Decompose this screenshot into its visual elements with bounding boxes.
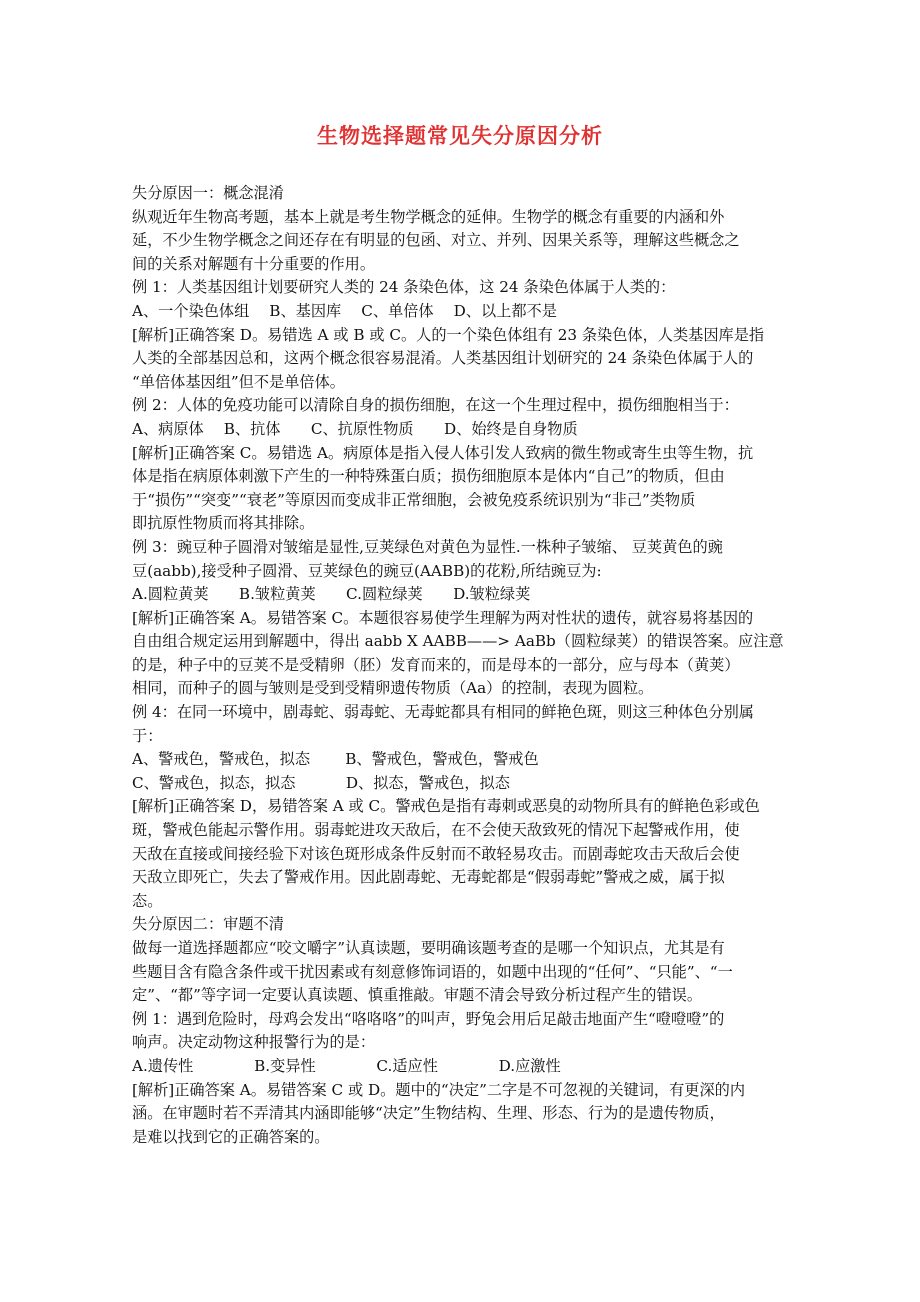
document-body <box>132 182 794 1149</box>
text-line: 斑，警戒色能起示警作用。弱毒蛇进攻天敌后，在不会使天敌致死的情况下起警戒作用，使 <box>132 821 740 840</box>
text-line: A.圆粒黄荚 B.皱粒黄荚 C.圆粒绿荚 D.皱粒绿荚 <box>132 585 531 604</box>
text-line: [解析]正确答案 A。易错答案 C 或 D。题中的“决定”二字是不可忽视的关键词，有更深的内 <box>132 1080 746 1099</box>
text-line: 体是指在病原体刺激下产生的一种特殊蛋白质；损伤细胞原本是体内“自己”的物质，但由 <box>132 467 725 486</box>
text-line: 定”、“都”等字词一定要认真读题、慎重推敲。审题不清会导致分析过程产生的错误。 <box>132 986 703 1005</box>
text-line: A、病原体 B、抗体 C、抗原性物质 D、始终是自身物质 <box>132 419 578 438</box>
text-line: 人类的全部基因总和，这两个概念很容易混淆。人类基因组计划研究的 24 条染色体属于人的 <box>132 349 754 368</box>
text-line: 自由组合规定运用到解题中，得出 aabb X AABB——> AaBb（圆粒绿荚）的错误答案。应注意 <box>132 632 784 651</box>
text-line: [解析]正确答案 D，易错答案 A 或 C。警戒色是指有毒刺或恶臭的动物所具有的鲜艳色彩或色 <box>132 797 760 816</box>
text-line: 态。 <box>132 891 163 910</box>
text-line: 例 1：人类基因组计划要研究人类的 24 条染色体，这 24 条染色体属于人类的： <box>132 278 676 297</box>
document-title: 生物选择题常见失分原因分析 <box>317 124 603 148</box>
text-line: 做每一道选择题都应“咬文嚼字”认真读题，要明确该题考查的是哪一个知识点，尤其是有 <box>132 939 725 957</box>
text-line: 延，不少生物学概念之间还存在有明显的包函、对立、并列、因果关系等，理解这些概念之 <box>132 231 740 250</box>
text-line: [解析]正确答案 D。易错选 A 或 B 或 C。人的一个染色体组有 23 条染色体，人类基因库是指 <box>132 325 765 344</box>
text-line: 于： <box>132 726 163 745</box>
text-line: 例 2：人体的免疫功能可以清除自身的损伤细胞，在这一个生理过程中，损伤细胞相当于： <box>132 396 739 415</box>
text-line: 失分原因一：概念混淆 <box>132 184 284 202</box>
text-line: 例 3：豌豆种子圆滑对皱缩是显性,豆荚绿色对黄色为显性.一株种子皱缩、 豆荚黄色的豌 <box>132 537 723 556</box>
text-line: 是难以找到它的正确答案的。 <box>132 1127 330 1146</box>
text-line: 间的关系对解题有十分重要的作用。 <box>132 254 375 273</box>
text-line: 相同，而种子的圆与皱则是受到受精卵遗传物质（Aa）的控制，表现为圆粒。 <box>132 679 654 698</box>
text-line: 即抗原性物质而将其排除。 <box>132 514 315 533</box>
text-line: 失分原因二：审题不清 <box>132 915 284 934</box>
text-line: 响声。决定动物这种报警行为的是： <box>132 1033 375 1052</box>
text-line: [解析]正确答案 C。易错选 A。病原体是指入侵人体引发人致病的微生物或寄生虫等生物，抗 <box>132 443 754 462</box>
text-line: 的是，种子中的豆荚不是受精卵（胚）发育而来的，而是母本的一部分，应与母本（黄荚） <box>132 655 740 674</box>
text-line: C、警戒色，拟态，拟态 D、拟态，警戒色，拟态 <box>132 773 510 792</box>
text-line: 例 1：遇到危险时，母鸡会发出“咯咯咯”的叫声，野兔会用后足敲击地面产生“噔噔噔”的 <box>132 1009 725 1028</box>
text-line: A.遗传性 B.变异性 C.适应性 D.应激性 <box>132 1056 561 1075</box>
text-line: [解析]正确答案 A。易错答案 C。本题很容易使学生理解为两对性状的遗传，就容易将基因的 <box>132 608 754 627</box>
text-line: 天敌在直接或间接经验下对该色斑形成条件反射而不敢轻易攻击。而剧毒蛇攻击天敌后会使 <box>132 844 740 863</box>
text-line: A、警戒色，警戒色，拟态 B、警戒色，警戒色，警戒色 <box>132 750 539 769</box>
text-line: 于“损伤”“突变”“衰老”等原因而变成非正常细胞，会被免疫系统识别为“非己”类物质 <box>132 490 696 509</box>
text-line: 天敌立即死亡，失去了警戒作用。因此剧毒蛇、无毒蛇都是“假弱毒蛇”警戒之威，属于拟 <box>132 868 725 887</box>
text-line: 涵。在审题时若不弄清其内涵即能够“决定”生物结构、生理、形态、行为的是遗传物质， <box>132 1104 725 1123</box>
text-line: 纵观近年生物高考题，基本上就是考生物学概念的延伸。生物学的概念有重要的内涵和外 <box>132 207 725 226</box>
text-line: “单倍体基因组”但不是单倍体。 <box>132 372 345 391</box>
text-line: 例 4：在同一环境中，剧毒蛇、弱毒蛇、无毒蛇都具有相同的鲜艳色斑，则这三种体色分别属 <box>132 703 754 722</box>
text-line: 些题目含有隐含条件或干扰因素或有刻意修饰词语的，如题中出现的“任何”、“只能”、“一 <box>132 962 733 981</box>
text-line: 豆(aabb),接受种子圆滑、豆荚绿色的豌豆(AABB)的花粉,所结豌豆为: <box>132 561 602 580</box>
text-line: A、一个染色体组 B、基因库 C、单倍体 D、以上都不是 <box>132 301 557 320</box>
